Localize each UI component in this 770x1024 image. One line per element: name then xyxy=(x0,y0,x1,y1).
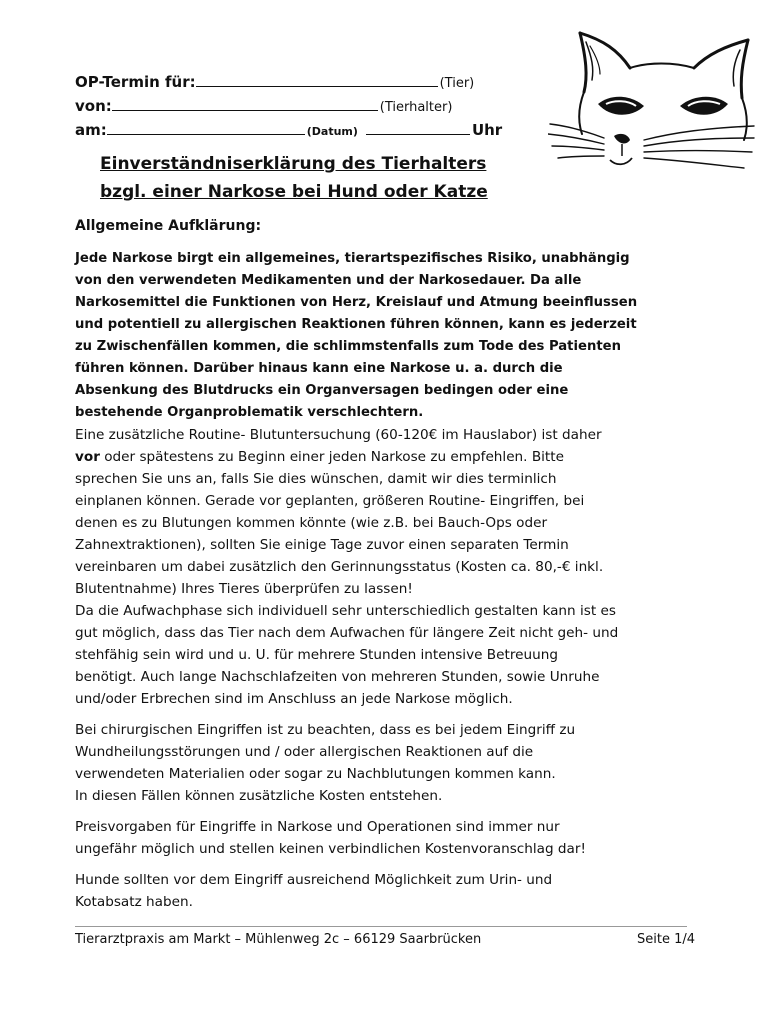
routine-line: denen es zu Blutungen kommen könnte (wie z.B. bei Bauch-Ops oder xyxy=(75,515,548,531)
pet-blank[interactable] xyxy=(196,72,438,87)
surgery-line: Wundheilungsstörungen und / oder allergischen Reaktionen auf die xyxy=(75,744,534,760)
page-number: Seite 1/4 xyxy=(636,932,695,947)
wake-line: stehfähig sein wird und u. U. für mehrere Stunden intensive Betreuung xyxy=(75,647,558,663)
wake-line: und/oder Erbrechen sind im Anschluss an jede Narkose möglich. xyxy=(75,691,513,707)
risk-line: bestehende Organproblematik verschlechtern. xyxy=(75,405,424,420)
cat-face-icon xyxy=(548,28,756,188)
time-blank[interactable] xyxy=(366,120,470,135)
wake-line: gut möglich, dass das Tier nach dem Aufwachen für längere Zeit nicht geh- und xyxy=(75,625,619,641)
emphasis-word: vor xyxy=(75,449,100,465)
routine-line: Eine zusätzliche Routine- Blutuntersuchung (60-120€ im Hauslabor) ist daher xyxy=(75,427,602,443)
body-text xyxy=(75,248,700,913)
surgery-line: verwendeten Materialien oder sogar zu Nachblutungen kommen kann. xyxy=(75,766,556,782)
risk-line: Jede Narkose birgt ein allgemeines, tierartspezifisches Risiko, unabhängig xyxy=(75,251,630,266)
surgery-line: Bei chirurgischen Eingriffen ist zu beachten, dass es bei jedem Eingriff zu xyxy=(75,722,576,738)
risk-line: zu Zwischenfällen kommen, die schlimmstenfalls zum Tode des Patienten xyxy=(75,339,621,354)
wake-line: benötigt. Auch lange Nachschlafzeiten von mehreren Stunden, sowie Unruhe xyxy=(75,669,600,685)
pet-label: OP-Termin für: xyxy=(75,73,196,91)
risk-line: und potentiell zu allergischen Reaktionen führen können, kann es jederzeit xyxy=(75,317,637,332)
section-heading: Allgemeine Aufklärung: xyxy=(75,218,262,234)
op-date-line xyxy=(75,72,474,94)
date-label: am: xyxy=(75,121,107,139)
document-title-line-2: bzgl. einer Narkose bei Hund oder Katze xyxy=(100,182,488,202)
routine-line-rest: oder spätestens zu Beginn einer jeden Narkose zu empfehlen. Bitte xyxy=(99,449,564,465)
pet-suffix: (Tier) xyxy=(439,76,475,91)
routine-line: vereinbaren um dabei zusätzlich den Gerinnungsstatus (Kosten ca. 80,-€ inkl. xyxy=(75,559,604,575)
date-blank[interactable] xyxy=(107,120,305,135)
surgery-line: In diesen Fällen können zusätzliche Kosten entstehen. xyxy=(75,788,443,804)
footer xyxy=(75,932,695,947)
footer-divider xyxy=(75,926,687,927)
owner-line xyxy=(75,96,452,118)
routine-line: einplanen können. Gerade vor geplanten, größeren Routine- Eingriffen, bei xyxy=(75,493,585,509)
wake-line: Da die Aufwachphase sich individuell sehr unterschiedlich gestalten kann ist es xyxy=(75,603,616,619)
risk-line: von den verwendeten Medikamenten und der Narkosedauer. Da alle xyxy=(75,273,582,288)
dog-line: Kotabsatz haben. xyxy=(75,894,193,910)
owner-suffix: (Tierhalter) xyxy=(379,100,453,115)
risk-line: Absenkung des Blutdrucks ein Organversagen bedingen oder eine xyxy=(75,383,569,398)
owner-label: von: xyxy=(75,97,112,115)
time-suffix: Uhr xyxy=(471,121,503,139)
routine-line: Zahnextraktionen), sollten Sie einige Tage zuvor einen separaten Termin xyxy=(75,537,569,553)
dog-line: Hunde sollten vor dem Eingriff ausreichend Möglichkeit zum Urin- und xyxy=(75,872,553,888)
risk-line: Narkosemittel die Funktionen von Herz, Kreislauf und Atmung beeinflussen xyxy=(75,295,638,310)
practice-address: Tierarztpraxis am Markt – Mühlenweg 2c – 66129 Saarbrücken xyxy=(75,932,482,947)
routine-line: Blutentnahme) Ihres Tieres überprüfen zu lassen! xyxy=(75,581,413,597)
routine-line: sprechen Sie uns an, falls Sie dies wünschen, damit wir dies terminlich xyxy=(75,471,557,487)
date-line xyxy=(75,120,502,142)
risk-line: führen können. Darüber hinaus kann eine Narkose u. a. durch die xyxy=(75,361,563,376)
routine-line xyxy=(75,446,700,468)
price-line: Preisvorgaben für Eingriffe in Narkose und Operationen sind immer nur xyxy=(75,819,560,835)
document-title-line-1: Einverständniserklärung des Tierhalters xyxy=(100,154,487,174)
date-mid: (Datum) xyxy=(306,125,358,138)
price-line: ungefähr möglich und stellen keinen verbindlichen Kostenvoranschlag dar! xyxy=(75,841,586,857)
owner-blank[interactable] xyxy=(112,96,378,111)
